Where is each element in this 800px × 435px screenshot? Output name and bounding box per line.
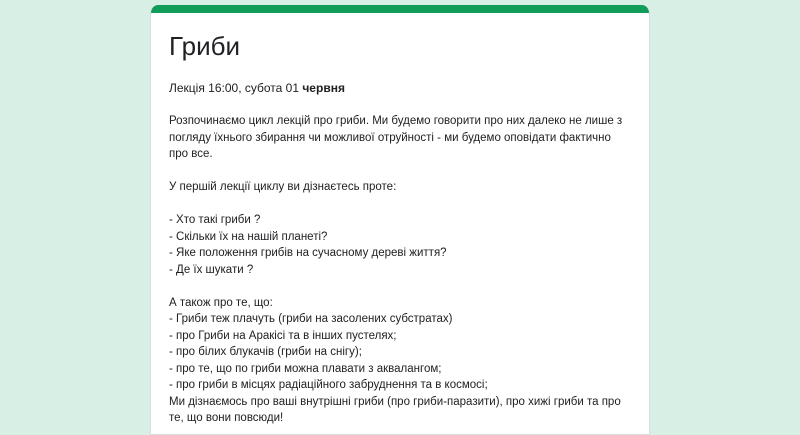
description-line: - про білих блукачів (гриби на снігу);	[169, 346, 362, 358]
description-line: Ми дізнаємось про ваші внутрішні гриби (про гриби-паразити), про хижі гриби та про те, що вони повсюди!	[169, 395, 621, 424]
description-line: - Гриби теж плачуть (гриби на засолених субстратах)	[169, 313, 453, 325]
form-header-content	[151, 13, 649, 427]
description-line	[169, 196, 631, 213]
description-line: - про те, що по гриби можна плавати з аквалангом;	[169, 362, 442, 375]
form-accent-bar	[151, 5, 649, 13]
subtitle-text: Лекція 16:00, субота 01	[169, 81, 303, 95]
description-line: Розпочинаємо цикл лекцій про гриби. Ми будемо говорити про них далеко не лише з погляду їхнього збирання чи можливої отруйності - ми будемо оповідати фактично про все.	[169, 115, 623, 160]
form-description	[169, 113, 631, 427]
description-line: А також про те, що:	[169, 296, 273, 309]
form-header-card	[150, 5, 650, 435]
description-line: - Хто такі гриби ?	[169, 214, 261, 226]
description-line	[169, 163, 631, 180]
description-line: - Яке положення грибів на сучасному дереві життя?	[169, 247, 447, 259]
form-title: Гриби	[169, 31, 241, 61]
description-line: У першій лекції циклу ви дізнаєтесь проте:	[169, 181, 397, 193]
subtitle-bold-text: червня	[302, 81, 345, 95]
description-line: - Де їх шукати ?	[169, 263, 254, 276]
description-line: - про гриби в місцях радіаційного забруднення та в космосі;	[169, 379, 488, 391]
description-line: - Скільки їх на нашій планеті?	[169, 230, 328, 243]
description-line: - про Гриби на Аракісі та в інших пустелях;	[169, 329, 397, 342]
description-line	[169, 278, 631, 295]
form-subtitle	[169, 81, 631, 95]
